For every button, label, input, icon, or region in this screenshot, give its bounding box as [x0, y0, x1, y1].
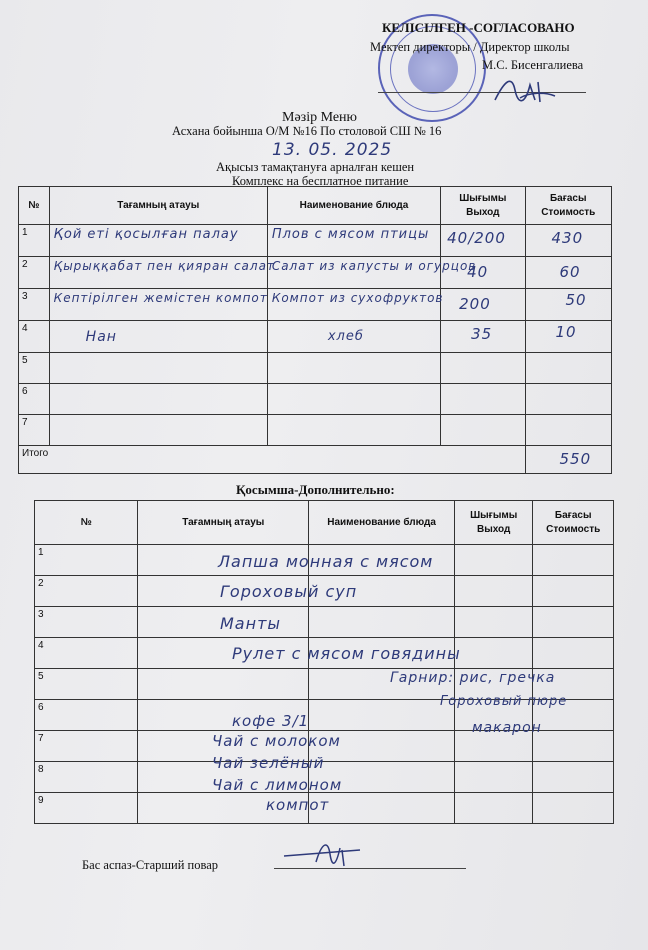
- table-row: [19, 384, 612, 415]
- row-cost: 60: [525, 257, 612, 289]
- extra-table-header: [35, 501, 614, 545]
- complex-ru: Комплекс на бесплатное питание: [232, 174, 409, 188]
- extra-item: кофе 3/1: [232, 712, 310, 730]
- row-num: 5: [35, 669, 138, 700]
- row-num: 4: [35, 638, 138, 669]
- row-num: 8: [35, 762, 138, 793]
- col-name-ru: [309, 501, 455, 545]
- col-num: №: [35, 501, 138, 545]
- director-line: Мектеп директоры / Директор школы: [370, 40, 570, 54]
- row-num: 7: [19, 415, 50, 446]
- row-name-ru: Компот из сухофруктов: [267, 289, 440, 321]
- col-yield-kz: Шығымы: [470, 509, 518, 521]
- table-row: [19, 289, 612, 321]
- chef-signature: [280, 836, 370, 872]
- chef-label: Бас аспаз-Старший повар: [82, 858, 219, 872]
- approval-title: КЕЛІСІЛГЕН -СОГЛАСОВАНО: [382, 20, 575, 35]
- row-num: 2: [35, 576, 138, 607]
- table-row: [19, 353, 612, 384]
- extra-item: Гарнир: рис, гречка: [390, 670, 556, 686]
- director-name: М.С. Бисенгалиева: [482, 58, 584, 72]
- table-row: [35, 607, 614, 638]
- row-num: 3: [35, 607, 138, 638]
- row-name-kz: Қырыққабат пен қияран салат: [49, 257, 267, 289]
- row-num: 7: [35, 731, 138, 762]
- extra-item: Гороховый пюре: [440, 694, 568, 709]
- row-cost: 50: [525, 289, 612, 321]
- col-yield-ru: Выход: [466, 206, 500, 218]
- total-row: [19, 446, 612, 474]
- total-label: Итого: [19, 446, 526, 474]
- extra-item: Манты: [220, 614, 282, 633]
- row-name-ru: хлеб: [267, 321, 440, 353]
- col-cost: [533, 501, 614, 545]
- menu-title: Мәзір Меню: [282, 110, 358, 125]
- table-row: [19, 415, 612, 446]
- col-name-kz: Тағамның атауы: [138, 501, 309, 545]
- main-menu-table: [18, 186, 612, 474]
- row-num: 2: [19, 257, 50, 289]
- total-value: 550: [525, 446, 612, 474]
- extra-item: Чай с молоком: [212, 732, 341, 750]
- row-name-kz: Қой еті қосылған палау: [49, 225, 267, 257]
- row-num: 4: [19, 321, 50, 353]
- col-yield: [441, 187, 525, 225]
- col-yield-ru: Выход: [476, 523, 511, 535]
- row-num: 9: [35, 793, 138, 824]
- extra-item: Лапша монная с мясом: [218, 552, 434, 571]
- row-name-ru: Салат из капусты и огурцов: [267, 257, 440, 289]
- extra-item: компот: [266, 796, 330, 814]
- col-yield-kz: Шығымы: [459, 192, 507, 204]
- row-num: 1: [35, 545, 138, 576]
- col-num: №: [19, 187, 50, 225]
- col-name-kz: Тағамның атауы: [49, 187, 267, 225]
- row-yield: 35: [441, 321, 525, 353]
- row-cost: 10: [525, 321, 612, 353]
- col-cost-kz: Бағасы: [554, 509, 592, 521]
- col-name-ru: Наименование блюда: [267, 187, 440, 225]
- row-cost: 430: [525, 225, 612, 257]
- row-yield: 40: [441, 257, 525, 289]
- main-table-header: [19, 187, 612, 225]
- row-yield: 200: [441, 289, 525, 321]
- col-name-ru-text: Наименование блюда: [327, 516, 436, 528]
- director-signature: [490, 70, 560, 110]
- table-row: [19, 225, 612, 257]
- complex-kz: Ақысыз тамақтануға арналған кешен: [216, 160, 415, 174]
- row-num: 3: [19, 289, 50, 321]
- col-cost-kz: Бағасы: [549, 192, 587, 204]
- row-num: 1: [19, 225, 50, 257]
- canteen-line: Асхана бойынша О/М №16 По столовой СШ № 16: [172, 124, 442, 138]
- row-name-kz: Нан: [49, 321, 267, 353]
- table-row: [19, 257, 612, 289]
- extra-item: Рулет с мясом говядины: [232, 644, 461, 663]
- row-yield: 40/200: [441, 225, 525, 257]
- row-name-ru: Плов с мясом птицы: [267, 225, 440, 257]
- col-cost-ru: Стоимость: [546, 523, 601, 535]
- col-yield: [454, 501, 532, 545]
- col-cost: [525, 187, 612, 225]
- extra-item: Чай с лимоном: [212, 776, 343, 794]
- row-num: 6: [35, 700, 138, 731]
- extra-title: Қосымша-Дополнительно:: [236, 482, 395, 497]
- extra-item: Чай зелёный: [212, 754, 325, 772]
- table-row: [19, 321, 612, 353]
- row-num: 5: [19, 353, 50, 384]
- row-num: 6: [19, 384, 50, 415]
- col-cost-ru: Стоимость: [541, 206, 596, 218]
- handwritten-date: 13. 05. 2025: [272, 140, 393, 160]
- extra-item: макарон: [472, 720, 542, 736]
- extra-item: Гороховый суп: [220, 582, 358, 601]
- row-name-kz: Кептірілген жемістен компот: [49, 289, 267, 321]
